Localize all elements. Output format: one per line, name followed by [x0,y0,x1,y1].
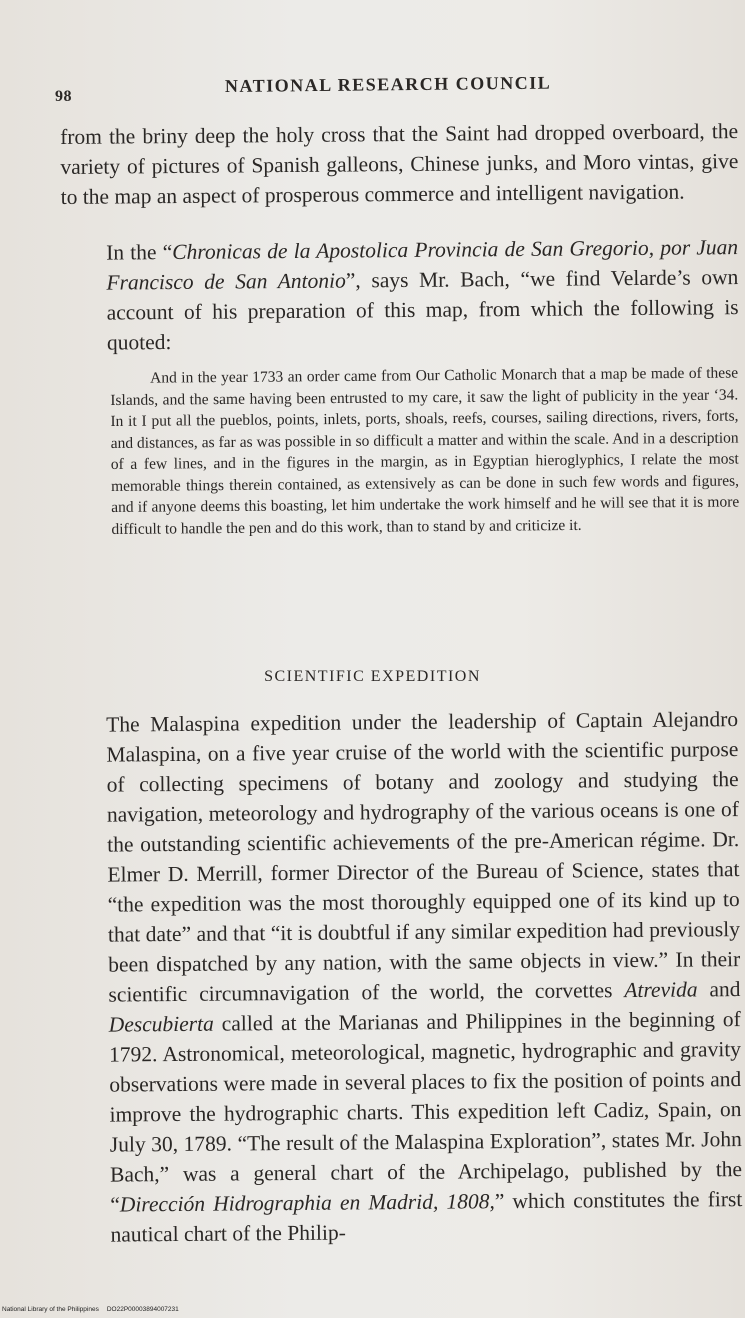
paragraph-text [60,704,743,1250]
running-head: NATIONAL RESEARCH COUNCIL [224,72,552,96]
ship-name-atrevida: Atrevida [624,977,698,1003]
paragraph-rest: ”, says Mr. Bach, “we find Velarde’s own account of his preparation of this map, from which the following is quoted: [106,265,739,355]
library-credit: National Library of the Philippines [2,1306,99,1313]
paragraph-part-4: ” which constitutes the first nautical chart of the Philip- [110,1187,743,1247]
page-number: 98 [55,88,72,105]
block-quote [110,363,739,540]
paragraph-chronicas [60,232,739,358]
paragraph-part-3: called at the Marianas and Philippines in the beginning of 1792. Astronomical, meteorological, magnetic, hydrographic and gravity observations were made in several places to fix the position of points and improve the hydrographic charts. This expedition left Cadiz, Spain, on July 30, 1789. “The result of the Malaspina Exploration”, states Mr. John Bach,” was a general chart of the Archipelago, published by the “ [108,1007,743,1217]
page-header [55,72,715,106]
book-title: Chronicas de la Apostolica Provincia de San Gregorio, por Juan Francisco de San Antonio [106,235,739,295]
scan-identifier: DO22P00003894007231 [106,1306,179,1313]
paragraph-part-2: and [697,977,741,1002]
quote-text: And in the year 1733 an order came from Our Catholic Monarch that a map be made of these Islands, and the same having been entrusted to my care, it saw the light of publicity in the year ‘34. In it I put all the pueblos, points, inlets, ports, shoals, reefs, courses, sailing directions, rivers, forts, and distances, as far as was possible in so difficult a matter and within the scale. And in a description of a few lines, and in the figures in the margin, as in Egyptian hieroglyphics, I relate the most memorable things therein contained, as extensively as can be done in such few words and figures, and if anyone deems this boasting, let him undertake the work himself and he will see that it is more difficult to handle the pen and do this work, than to stand by and criticize it. [110,364,740,538]
paragraph-text [60,232,739,358]
ship-name-descubierta: Descubierta [108,1011,214,1037]
paragraph-lead: In the “ [106,240,173,265]
paragraph-continuation [60,116,739,212]
source-title: Dirección Hidrographia en Madrid, 1808, [119,1189,495,1217]
section-heading: SCIENTIFIC EXPEDITION [264,668,481,685]
paragraph-part-1: The Malaspina expedition under the leadership of Captain Alejandro Malaspina, on a five year cruise of the world with the scientific purpose of collecting specimens of botany and zoology and studying the navigation, meteorology and hydrography of the various oceans is one of the outstanding scientific achievements of the pre-American régime. Dr. Elmer D. Merrill, former Director of the Bureau of Science, states that “the expedition was the most thoroughly equipped one of its kind up to that date” and that “it is doubtful if any similar expedition had previously been dispatched by any nation, with the same objects in view.” In their scientific circumnavigation of the world, the corvettes [106,707,741,1007]
paragraph-malaspina [60,704,743,1250]
scan-footer [2,1306,179,1313]
paragraph-text: from the briny deep the holy cross that the Saint had dropped overboard, the variety of pictures of Spanish galleons, Chinese junks, and Moro vintas, give to the map an aspect of prosperous commerce and intelligent navigation. [60,119,739,209]
